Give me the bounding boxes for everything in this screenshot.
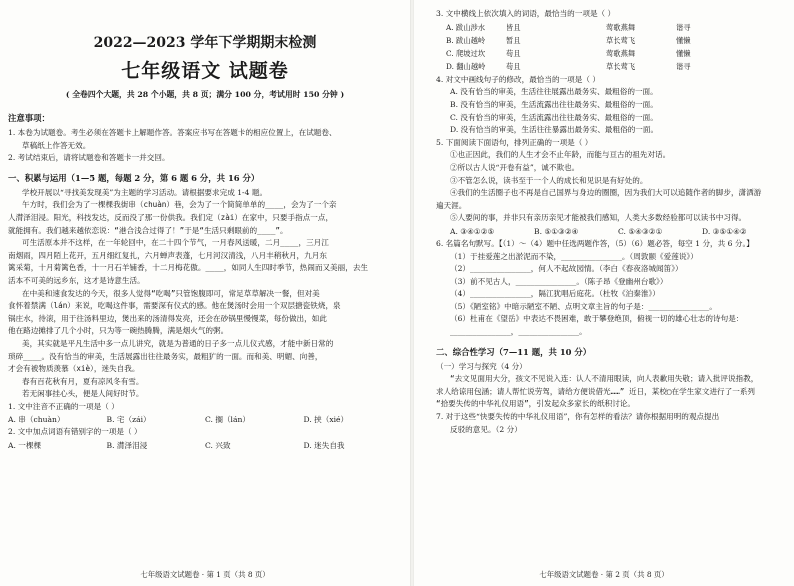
- option-d: D. 没有恰当的审美，生活往往暴露出最务实、最粗俗的一面。: [450, 125, 659, 135]
- reading-line: “去文见面用大分，孩文不见说入连：认人不清用眼读，向人表歉用失敬；请入批评说指教，: [450, 374, 759, 384]
- section-heading: 二、综合性学习（7—11 题，共 10 分）: [436, 346, 592, 357]
- sentence: ②所以古人说“开卷有益”，诚不欺也。: [450, 162, 580, 172]
- page-footer: 七年级语文试题卷 · 第 2 页（共 8 页）: [539, 570, 669, 579]
- fill-blank: （6）杜甫在《望岳》中表达不畏困难，敢于攀登绝顶，俯视一切的雄心壮志的诗句是：: [450, 314, 744, 324]
- reading-line: “拾要失传的中华礼仪用语”，引发起众多家长的纸积讨论。: [436, 399, 635, 409]
- question-7: 7. 对于这些“快要失传的中华礼仪用语”，你有怎样的看法？请你根据用明的观点提出: [436, 412, 720, 422]
- option-a: A. 一棵棵: [8, 441, 42, 451]
- option-d: D. 挟（xié）: [303, 415, 349, 425]
- sentence: ④我们的生活圈子也不再是自己国界与身边的圈圈，因为我们大可以追随作者的脚步，潇洒游: [450, 188, 762, 198]
- question-5-options: [436, 225, 786, 238]
- option-cell: 草长莺飞: [606, 62, 636, 72]
- exam-subject: 七年级语文 试题卷: [121, 60, 289, 82]
- option-cell: 懂懒: [676, 49, 691, 59]
- option-cell: 皆且: [506, 22, 521, 32]
- passage-line: 南烟雨，四月陌上花开，五月细红复扎，六月蝉声表蓬，七月河汉清浅，八月丰稍秋月，九月东: [8, 250, 327, 260]
- option-a: A. ③④①②⑤: [450, 226, 495, 236]
- option-b: B. 潸泽泪浸: [106, 441, 148, 451]
- question-4: 4. 对文中画线句子的修改，最恰当的一项是（ ）: [436, 74, 600, 84]
- option-b: B. ⑤①③②④: [534, 226, 579, 236]
- option-c: C. 没有恰当的审美，生活流露出往往最务实、最粗俗的一面。: [450, 112, 658, 122]
- option-cell: 谐寻: [676, 22, 691, 32]
- question-3-option-row: [436, 21, 786, 34]
- notice-line: 1. 本卷为试题卷。考生必须在答题卡上解题作答。答案应书写在答题卡的相应位置上，在试题卷、: [8, 128, 337, 137]
- question-1: 1. 文中注音不正确的一项是（ ）: [8, 401, 119, 411]
- fill-blank: （4）________________，隔江犹唱后庭花。（杜牧《泊秦淮》）: [450, 289, 660, 299]
- passage-line: 在中美和速食发达的今天，很多人觉得“吃喝”只管饱腹即可，常足草草解决一餐，但对美: [22, 288, 320, 298]
- passage-line: 琐碎____。没有恰当的审美，生活展露出往往最务实，最粗犷的一面。而和美、明媚、向善，: [8, 351, 323, 361]
- fill-blank: （1）于挂爱莲之出淤泥而不染，________________。（周敦颐《爱莲说》）: [450, 251, 698, 261]
- option-cell: 莺歌燕舞: [606, 22, 636, 32]
- sentence: ③不管怎么说，读书至于一个人的成长和见识是有好处的。: [450, 175, 648, 185]
- page-footer: 七年级语文试题卷 · 第 1 页（共 8 页）: [140, 570, 270, 579]
- question-3-option-row: [436, 34, 786, 47]
- fill-blank: （3）前不见古人，________________。（陈子昂《登幽州台歌》）: [450, 276, 668, 286]
- option-c: C. 搁（lán）: [205, 415, 250, 425]
- passage-line: 锅庄水，待滚，用于往汤料里边，煲出来的汤清得发亮，还会在砂锅里慢慢菜，每份做出，如此: [8, 313, 327, 323]
- option-cell: C. 爬坡过坎: [446, 49, 486, 59]
- subsection-heading: （一）学习与探究（4 分）: [436, 361, 527, 371]
- passage-line: 午方时，我们会为了一棵棵我街串（chuàn）巷，会为了一个简简单单的____，会为了一个亲: [22, 200, 337, 210]
- option-c: C. 兴致: [205, 441, 231, 451]
- option-c: C. ⑤④③②①: [618, 226, 663, 236]
- option-b: B. 宅（zái）: [106, 415, 151, 425]
- option-cell: 苟且: [506, 62, 521, 72]
- passage-line: 美，其实就是平凡生活中多一点儿讲究，就是为普通的日子多一点儿仪式感，才能中新日常的: [22, 338, 334, 348]
- sentence: 遍天涯。: [436, 200, 467, 210]
- question-6: 6. 名篇名句默写。【（1）～（4）题中任选两题作答，（5）（6）题必答，每空 1 分，共 6 分。】: [436, 238, 754, 248]
- option-cell: 莺歌燕舞: [606, 49, 636, 59]
- passage-line: 活本不可美的远乡东，这才是诗意生活。: [8, 275, 145, 285]
- fill-blank: （2）________________，何人不起故园情。（李白《春夜洛城闻笛》）: [450, 264, 683, 274]
- option-cell: B. 跋山越岭: [446, 35, 486, 45]
- question-3-option-row: [436, 60, 786, 73]
- option-a: A. 没有恰当的审美，生活往往展露出最务实、最粗俗的一面。: [450, 87, 658, 97]
- section-heading: 一、积累与运用（1—5 题，每题 2 分，第 6 题 6 分，共 16 分）: [8, 172, 260, 183]
- option-b: B. 没有恰当的审美，生活流露出往往最务实、最粗俗的一面。: [450, 99, 658, 109]
- option-cell: D. 翻山越岭: [446, 62, 486, 72]
- option-cell: 谐寻: [676, 62, 691, 72]
- fill-blank: （5）《陋室铭》中暗示陋室不陋、点明文章主旨的句子是：________________。: [450, 301, 717, 311]
- reading-line: 求人给谅用包涵；请人帮忙说劳驾，请给方便说借光……” 近日，某校▢在学生家文进行了一系列: [436, 386, 756, 396]
- passage-line: 食怀着禁满（lán）来说，吃喝这件事，需要深有仪式的感。他在煲汤时会用一个双层搪瓷铁烧，泉: [8, 301, 341, 311]
- intro-text: 学校开展以“寻找美发现美”为主题的学习活动。请根据要求完成 1-4 题。: [22, 187, 268, 197]
- exam-info: ( 全卷四个大题，共 28 个小题，共 8 页；满分 100 分，考试用时 150 分钟 ): [65, 90, 345, 99]
- option-d: D. 迷失自我: [303, 441, 345, 451]
- option-d: D. ③⑤①④②: [702, 226, 747, 236]
- question-3: 3. 文中横线上依次填入的词语，最恰当的一项是（ ）: [436, 9, 616, 18]
- notice-line: 2. 考试结束后，请将试题卷和答题卡一并交回。: [8, 153, 170, 163]
- passage-line: 篱采菊，十月菊篱色香，十一月石羊铺香，十二月梅花傲。____，如同人生四时季节，热闹而又美丽，去生: [8, 263, 369, 273]
- passage-line: 可生活原本并不这样，在一年轮回中，在二十四个节气，一月春风送暖，二月____，三月江: [22, 238, 329, 248]
- passage-line: 就能拥有。我们越来越依恋说：“港合浅合过得了！”于是“生活只剩眼前的____”。: [8, 225, 288, 235]
- notice-header: 注意事项：: [8, 113, 50, 123]
- question-1-options: [8, 413, 402, 426]
- exam-page-2: [414, 0, 794, 586]
- notice-line: 草稿纸上作答无效。: [22, 140, 91, 150]
- question-7-cont: 反驳的意见。（2 分）: [450, 424, 522, 434]
- question-3-option-row: [436, 47, 786, 60]
- option-cell: 懂懒: [676, 35, 691, 45]
- passage-line: 才会有被物质羡慕（xiè），迷失自我。: [8, 364, 140, 374]
- option-cell: 苟且: [506, 49, 521, 59]
- option-cell: 暂且: [506, 35, 521, 45]
- sentence: ①也正因此，我们的人生才会不止年龄，而能与亘古的祖先对话。: [450, 150, 671, 160]
- question-5: 5. 下面阅读下面语句，排列正确的一项是（ ）: [436, 137, 593, 147]
- option-cell: 草长莺飞: [606, 35, 636, 45]
- passage-line: 他在路边摊排了几个小时，只为等一碗热腾腾，满是烟火气的粥。: [8, 326, 229, 336]
- passage-line: 人潸泽泪浸。阳光，科技发达，反而没了那一份供我。我们定（zài）在家中，只要手指点一点，: [8, 212, 334, 222]
- sentence: ⑤人要间的事，并非只有亲历亲见才能被我们感知，人类大多数经验都可以读书中习得。: [450, 213, 747, 223]
- option-a: A. 串（chuàn）: [8, 415, 65, 425]
- poem-line: 春有百花秋有月，夏有凉风冬有雪。: [22, 376, 144, 386]
- exam-title: 2022—2023 学年下学期期末检测: [93, 35, 317, 51]
- question-2-options: [8, 439, 402, 452]
- option-cell: A. 跋山涉水: [446, 22, 486, 32]
- poem-line: 若无闲事挂心头，便是人间好时节。: [22, 389, 144, 399]
- fill-blank: ________________，________________。: [450, 327, 587, 337]
- question-2: 2. 文中加点词语有错别字的一项是（ ）: [8, 427, 142, 437]
